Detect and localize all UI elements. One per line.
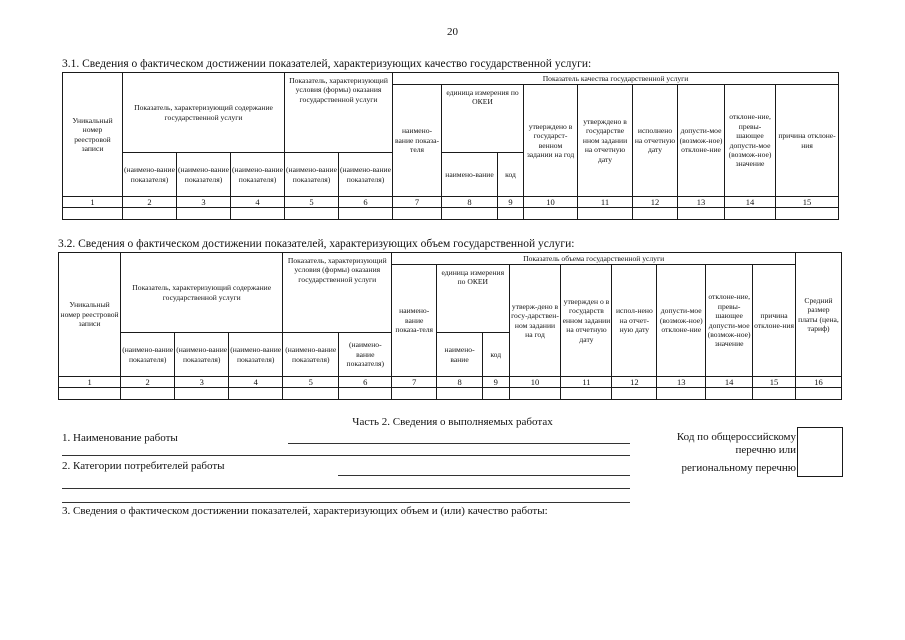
subheader-unit-code: код — [498, 153, 524, 197]
table-row — [59, 388, 842, 400]
consumer-categories-line-2 — [62, 488, 630, 489]
subheader-indicator-name: (наимено-вание показателя) — [339, 333, 392, 377]
column-number: 4 — [231, 197, 285, 208]
subheader-indicator-name: (наимено-вание показателя) — [175, 333, 229, 377]
subheader-indicator-name: (наимено-вание показателя) — [123, 153, 177, 197]
consumer-categories-line — [338, 475, 630, 476]
column-number: 8 — [437, 377, 483, 388]
column-number: 5 — [285, 197, 339, 208]
col-exceeding-deviation-header: отклоне-ние, превы-шающее допусти-мое (возмож-ное) значение — [725, 85, 776, 197]
subheader-unit-name: наимено-вание — [437, 333, 483, 377]
subheader-unit-code: код — [483, 333, 510, 377]
volume-indicators-table — [58, 252, 842, 400]
col-approved-date-header: утверждено в государстве нном задании на отчетную дату — [578, 85, 633, 197]
column-number: 16 — [796, 377, 842, 388]
empty-cell — [285, 208, 339, 220]
work-name-line — [288, 443, 630, 444]
subheader-indicator-name: (наимено-вание показателя) — [339, 153, 393, 197]
subheader-unit-name: наимено-вание — [442, 153, 498, 197]
empty-cell — [121, 388, 175, 400]
column-number: 3 — [177, 197, 231, 208]
subheader-indicator-name: (наимено-вание показателя) — [177, 153, 231, 197]
col-conditions-header: Показатель, характеризующий условия (формы) оказания государственной услуги — [285, 73, 393, 153]
column-number: 2 — [121, 377, 175, 388]
section-3-2-heading: 3.2. Сведения о фактическом достижении показателей, характеризующих объем государственной услуги: — [58, 238, 575, 250]
empty-cell — [231, 208, 285, 220]
subheader-indicator-name: (наимено-вание показателя) — [283, 333, 339, 377]
empty-cell — [498, 208, 524, 220]
col-exceeding-deviation-header: отклоне-ние, превы-шающее допусти-мое (возмож-ное) значение — [706, 265, 753, 377]
column-number: 3 — [175, 377, 229, 388]
empty-cell — [509, 388, 561, 400]
empty-cell — [657, 388, 706, 400]
subheader-indicator-name: (наимено-вание показателя) — [121, 333, 175, 377]
col-allowed-deviation-header: допусти-мое (возмож-ное) отклоне-ние — [657, 265, 706, 377]
column-number: 14 — [725, 197, 776, 208]
subheader-indicator-name: (наимено-вание показателя) — [231, 153, 285, 197]
empty-cell — [442, 208, 498, 220]
work-indicators-heading: 3. Сведения о фактическом достижении показателей, характеризующих объем и (или) качество работы: — [62, 505, 548, 517]
column-number: 5 — [283, 377, 339, 388]
column-number: 12 — [633, 197, 678, 208]
column-number: 1 — [63, 197, 123, 208]
column-number: 7 — [392, 377, 437, 388]
part-2-title: Часть 2. Сведения о выполняемых работах — [352, 416, 553, 428]
empty-cell — [578, 208, 633, 220]
empty-cell — [753, 388, 796, 400]
col-indicator-name-header: наимено-вание показа-теля — [393, 85, 442, 197]
column-number: 9 — [483, 377, 510, 388]
empty-cell — [123, 208, 177, 220]
subheader-indicator-name: (наимено-вание показателя) — [229, 333, 283, 377]
empty-cell — [283, 388, 339, 400]
col-conditions-header: Показатель, характеризующий условия (формы) оказания государственной услуги — [283, 253, 392, 333]
column-number: 4 — [229, 377, 283, 388]
col-unit-header: единица измерения по ОКЕИ — [437, 265, 509, 333]
column-number: 13 — [678, 197, 725, 208]
col-quality-indicator-header: Показатель качества государственной услуги — [393, 73, 839, 85]
column-number: 2 — [123, 197, 177, 208]
col-executed-header: испол-нено на отчет-ную дату — [612, 265, 657, 377]
col-unique-number-header: Уникальный номер реестровой записи — [59, 253, 121, 377]
column-number: 11 — [561, 377, 612, 388]
column-number: 15 — [776, 197, 839, 208]
empty-cell — [678, 208, 725, 220]
column-number: 10 — [524, 197, 578, 208]
consumer-categories-line-3 — [62, 502, 630, 503]
empty-cell — [437, 388, 483, 400]
page-number: 20 — [447, 26, 458, 38]
empty-cell — [725, 208, 776, 220]
col-unique-number-header: Уникальный номер реестровой записи — [63, 73, 123, 197]
empty-cell — [776, 208, 839, 220]
column-number: 1 — [59, 377, 121, 388]
empty-cell — [561, 388, 612, 400]
col-approved-date-header: утвержден о в государств енном задании на отчетную дату — [561, 265, 612, 377]
column-number: 6 — [339, 197, 393, 208]
empty-cell — [612, 388, 657, 400]
empty-cell — [339, 208, 393, 220]
work-name-line-2 — [62, 455, 630, 456]
column-number: 15 — [753, 377, 796, 388]
consumer-categories-label: 2. Категории потребителей работы — [62, 460, 225, 472]
column-number: 14 — [706, 377, 753, 388]
registry-code-box[interactable] — [797, 427, 843, 477]
empty-cell — [796, 388, 842, 400]
column-number: 12 — [612, 377, 657, 388]
work-name-label: 1. Наименование работы — [62, 432, 178, 444]
section-3-1-heading: 3.1. Сведения о фактическом достижении показателей, характеризующих качество государственной услуги: — [62, 58, 592, 70]
col-executed-header: исполнено на отчетную дату — [633, 85, 678, 197]
empty-cell — [524, 208, 578, 220]
column-number: 10 — [509, 377, 561, 388]
column-number: 11 — [578, 197, 633, 208]
empty-cell — [392, 388, 437, 400]
code-label-line-3: региональному перечню — [681, 462, 796, 474]
empty-cell — [63, 208, 123, 220]
column-number: 9 — [498, 197, 524, 208]
empty-cell — [393, 208, 442, 220]
empty-cell — [339, 388, 392, 400]
col-deviation-reason-header: причина отклоне-ния — [753, 265, 796, 377]
code-label-line-2: перечню или — [735, 444, 796, 456]
col-unit-header: единица измерения по ОКЕИ — [442, 85, 524, 153]
column-number: 7 — [393, 197, 442, 208]
col-volume-indicator-header: Показатель объема государственной услуги — [392, 253, 796, 265]
empty-cell — [229, 388, 283, 400]
col-content-header: Показатель, характеризующий содержание государственной услуги — [121, 253, 283, 333]
empty-cell — [177, 208, 231, 220]
quality-indicators-table — [62, 72, 839, 220]
col-average-fee-header: Средний размер платы (цена, тариф) — [796, 253, 842, 377]
column-number: 13 — [657, 377, 706, 388]
col-approved-year-header: утверждено в государст-венном задании на год — [524, 85, 578, 197]
subheader-indicator-name: (наимено-вание показателя) — [285, 153, 339, 197]
code-label-line-1: Код по общероссийскому — [676, 431, 796, 443]
col-content-header: Показатель, характеризующий содержание государственной услуги — [123, 73, 285, 153]
col-allowed-deviation-header: допусти-мое (возмож-ное) отклоне-ние — [678, 85, 725, 197]
col-approved-year-header: утверж-дено в госу-дарствен-ном задании на год — [509, 265, 561, 377]
empty-cell — [633, 208, 678, 220]
column-number: 8 — [442, 197, 498, 208]
table-row — [63, 208, 839, 220]
empty-cell — [706, 388, 753, 400]
col-deviation-reason-header: причина отклоне-ния — [776, 85, 839, 197]
col-indicator-name-header: наимено-вание показа-теля — [392, 265, 437, 377]
empty-cell — [59, 388, 121, 400]
empty-cell — [483, 388, 510, 400]
column-number: 6 — [339, 377, 392, 388]
empty-cell — [175, 388, 229, 400]
